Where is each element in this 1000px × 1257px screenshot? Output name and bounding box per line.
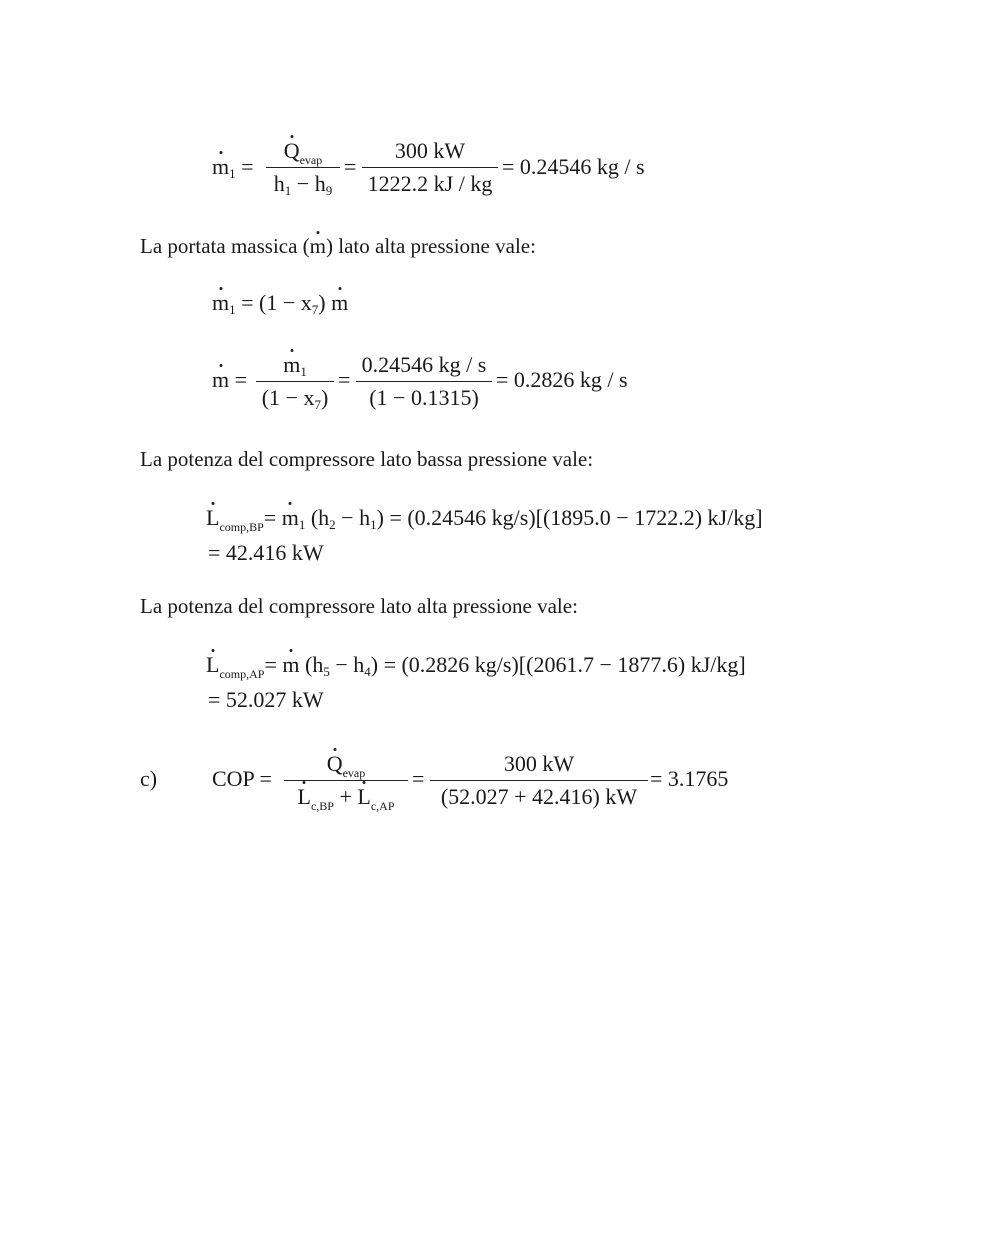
eq3-fraction-2: 0.24546 kg / s (1 − 0.1315) — [356, 352, 492, 411]
cop-fraction-1: $Q_{evap}$ $L_{c,BP} + L_{c,AP}$ — [284, 751, 408, 810]
cop-result: = 3.1765 — [650, 766, 729, 791]
item-label-c: c) — [140, 766, 158, 791]
equation-compressor-low-result: = 42.416 kW — [208, 540, 324, 565]
paragraph-compressor-high: La potenza del compressore lato alta pressione vale: — [140, 594, 578, 618]
paragraph-compressor-low: La potenza del compressore lato bassa pressione vale: — [140, 447, 594, 471]
eq1-lhs: $m_1$ = — [212, 154, 254, 181]
eq1-fraction-2: 300 kW 1222.2 kJ / kg — [362, 138, 498, 197]
equation-compressor-low-power: $L_{comp,BP}= m_1$ $(h_2 - h_1) = (0.24546$ kg/s)[(1895.0 − 1722.2) kJ/kg] — [206, 505, 763, 534]
cop-fraction-2: 300 kW (52.027 + 42.416) kW — [430, 751, 648, 810]
equation-compressor-high-power: $L_{comp,AP}= m$ $(h_5 - h_4) = (0.2826$ kg/s)[(2061.7 − 1877.6) kJ/kg] — [206, 652, 746, 681]
eq1-fraction-1: $Q_{evap}$ $h_1 - h_9$ — [266, 138, 340, 197]
equation-compressor-high-result: = 52.027 kW — [208, 687, 324, 712]
eq3-fraction-1: $m_1$ $(1 - x_7)$ — [256, 352, 334, 411]
equation-mass-relation: $m_1 = (1 - x_7)$ m — [212, 290, 349, 317]
eq3-result: = 0.2826 kg / s — [496, 367, 628, 392]
paragraph-mass-flow-high: La portata massica (m) lato alta pressione vale: — [140, 234, 536, 258]
eq1-result: = 0.24546 kg / s — [502, 154, 645, 179]
cop-lhs: COP = — [212, 766, 272, 791]
